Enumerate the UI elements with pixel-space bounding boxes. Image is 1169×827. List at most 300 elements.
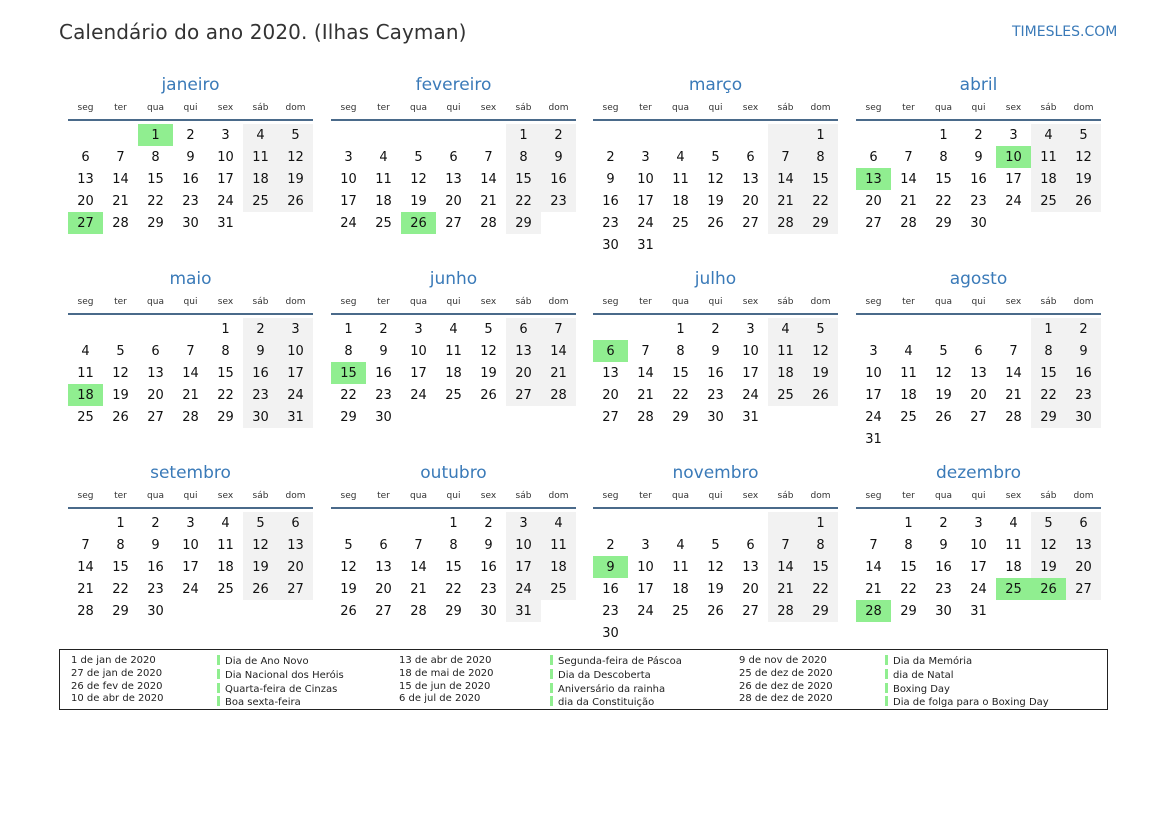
weekday-label: sáb [515,103,532,113]
weekday-label: sex [480,297,497,307]
day-cell: 21 [865,581,882,597]
weekday-label: qua [935,103,952,113]
day-cell: 25 [541,578,576,600]
holiday-marker [217,683,220,693]
weekday-label: ter [114,297,127,307]
empty-day-cell [698,512,733,534]
day-cell: 23 [970,193,987,209]
day-cell: 27 [742,215,759,231]
month-name: fevereiro [415,75,492,95]
day-cell: 26 [803,384,838,406]
day-cell: 12 [243,534,278,556]
empty-day-cell [471,124,506,146]
weekday-label: ter [902,297,915,307]
day-grid [68,318,313,428]
day-cell: 9 [606,171,615,187]
empty-day-cell [856,124,891,146]
day-cell: 30 [602,237,619,253]
legend-holiday-name: Dia da Memória [893,656,973,667]
month-outubro [331,460,576,622]
empty-day-cell [436,124,471,146]
day-cell: 15 [506,168,541,190]
day-cell: 17 [637,581,654,597]
header-rule [593,507,838,509]
header-rule [331,313,576,315]
day-cell: 29 [935,215,952,231]
day-cell: 20 [602,387,619,403]
day-cell: 27 [865,215,882,231]
holiday-day-cell: 1 [138,124,173,146]
day-cell: 15 [112,559,129,575]
weekday-label: ter [902,103,915,113]
weekday-label: ter [114,491,127,501]
day-cell: 24 [340,215,357,231]
day-cell: 27 [375,603,392,619]
holiday-day-cell: 28 [856,600,891,622]
day-cell: 3 [641,149,650,165]
legend-date: 15 de jun de 2020 [399,680,491,692]
weekday-label: sáb [252,491,269,501]
day-cell: 27 [1066,578,1101,600]
weekday-label: seg [602,103,619,113]
legend-names-col-1 [217,655,344,710]
day-cell: 27 [147,409,164,425]
day-cell: 6 [506,318,541,340]
day-cell: 31 [970,603,987,619]
day-cell: 13 [742,171,759,187]
day-cell: 20 [506,362,541,384]
holiday-day-cell: 25 [996,578,1031,600]
month-name: dezembro [936,463,1021,483]
weekday-label: sáb [252,297,269,307]
legend-entry [217,696,344,710]
empty-day-cell [103,124,138,146]
day-cell: 15 [1031,362,1066,384]
day-cell: 25 [672,603,689,619]
day-cell: 16 [970,171,987,187]
day-cell: 7 [186,343,195,359]
empty-day-cell [68,512,103,534]
day-cell: 3 [641,537,650,553]
day-cell: 10 [637,559,654,575]
day-cell: 12 [112,365,129,381]
day-cell: 30 [970,215,987,231]
day-cell: 20 [742,193,759,209]
legend-holiday-name: Dia de Ano Novo [225,656,309,667]
day-cell: 23 [375,387,392,403]
day-cell: 7 [768,534,803,556]
weekday-label: ter [377,297,390,307]
day-cell: 13 [970,365,987,381]
weekday-label: qui [446,297,461,307]
day-cell: 1 [904,515,913,531]
day-cell: 15 [217,365,234,381]
day-cell: 6 [278,512,313,534]
day-cell: 4 [676,537,685,553]
empty-day-cell [68,124,103,146]
day-cell: 6 [151,343,160,359]
legend-date: 26 de dez de 2020 [739,680,833,692]
day-grid [856,124,1101,234]
day-cell: 7 [116,149,125,165]
day-cell: 31 [637,237,654,253]
weekday-label: seg [340,491,357,501]
weekday-label: seg [77,103,94,113]
day-cell: 21 [77,581,94,597]
day-cell: 5 [344,537,353,553]
legend-date: 13 de abr de 2020 [399,655,492,666]
day-cell: 12 [278,146,313,168]
day-cell: 22 [803,578,838,600]
day-cell: 10 [865,365,882,381]
day-cell: 17 [278,362,313,384]
empty-day-cell [996,318,1031,340]
legend-dates-col-1 [71,655,163,706]
month-agosto [856,266,1101,450]
day-cell: 30 [243,406,278,428]
weekday-label: dom [285,103,306,113]
weekday-label: seg [602,491,619,501]
day-cell: 17 [865,387,882,403]
day-cell: 24 [637,215,654,231]
day-cell: 20 [147,387,164,403]
day-grid [593,124,838,256]
legend-entry [550,655,682,669]
month-name: maio [169,269,212,289]
day-cell: 25 [243,190,278,212]
day-cell: 25 [375,215,392,231]
legend-holiday-name: Segunda-feira de Páscoa [558,656,682,667]
day-cell: 2 [151,515,160,531]
day-cell: 26 [935,409,952,425]
legend-names-col-3 [885,655,1049,710]
day-cell: 22 [506,190,541,212]
day-cell: 29 [340,409,357,425]
holiday-day-cell: 27 [68,212,103,234]
day-cell: 24 [410,387,427,403]
holiday-legend [59,649,1108,710]
holiday-marker [550,669,553,679]
day-cell: 21 [541,362,576,384]
day-cell: 24 [217,193,234,209]
empty-day-cell [961,318,996,340]
day-cell: 13 [147,365,164,381]
weekday-label: ter [639,297,652,307]
day-cell: 20 [865,193,882,209]
legend-holiday-name: Boa sexta-feira [225,697,301,709]
day-cell: 22 [340,387,357,403]
day-grid [68,124,313,234]
day-cell: 28 [77,603,94,619]
weekday-label: qua [410,491,427,501]
site-link[interactable]: TIMESLES.COM [1012,24,1118,40]
day-cell: 28 [768,600,803,622]
day-cell: 24 [1005,193,1022,209]
month-name: abril [959,75,998,95]
day-cell: 29 [672,409,689,425]
day-cell: 25 [768,384,803,406]
weekday-label: qui [708,103,723,113]
month-name: novembro [672,463,759,483]
empty-day-cell [138,318,173,340]
weekday-label: seg [77,297,94,307]
day-cell: 16 [602,581,619,597]
weekday-label: qui [183,297,198,307]
day-cell: 1 [1031,318,1066,340]
legend-entry [885,696,1049,710]
day-cell: 16 [541,168,576,190]
day-cell: 26 [278,190,313,212]
legend-entry [217,655,344,669]
day-cell: 12 [935,365,952,381]
weekday-label: sex [217,491,234,501]
day-cell: 21 [410,581,427,597]
header-rule [68,119,313,121]
empty-day-cell [103,318,138,340]
header-rule [856,119,1101,121]
day-cell: 20 [1066,556,1101,578]
day-cell: 30 [707,409,724,425]
day-cell: 5 [116,343,125,359]
weekday-label: dom [285,491,306,501]
weekday-label: qui [971,103,986,113]
day-cell: 11 [900,365,917,381]
day-cell: 6 [974,343,983,359]
weekday-label: qua [410,297,427,307]
day-cell: 11 [672,171,689,187]
legend-names-col-2 [550,655,682,710]
day-cell: 19 [707,581,724,597]
day-cell: 14 [637,365,654,381]
weekday-label: seg [865,297,882,307]
day-cell: 6 [81,149,90,165]
weekday-label: dom [810,491,831,501]
legend-holiday-name: Dia Nacional dos Heróis [225,669,344,681]
weekday-label: dom [810,103,831,113]
weekday-label: sáb [1040,297,1057,307]
day-cell: 28 [637,409,654,425]
day-cell: 26 [340,603,357,619]
weekday-label: sex [217,103,234,113]
header-rule [68,507,313,509]
day-cell: 1 [803,124,838,146]
day-cell: 23 [602,215,619,231]
empty-day-cell [856,512,891,534]
day-cell: 9 [541,146,576,168]
weekday-label: sex [1005,297,1022,307]
day-cell: 17 [970,559,987,575]
day-cell: 22 [1031,384,1066,406]
day-cell: 8 [1031,340,1066,362]
day-cell: 8 [506,146,541,168]
weekday-label: seg [340,103,357,113]
day-cell: 11 [77,365,94,381]
day-cell: 5 [711,537,720,553]
day-cell: 30 [935,603,952,619]
day-cell: 5 [939,343,948,359]
month-novembro [593,460,838,644]
empty-day-cell [593,318,628,340]
day-cell: 10 [637,171,654,187]
holiday-marker [885,669,888,679]
day-cell: 14 [865,559,882,575]
day-cell: 4 [379,149,388,165]
empty-day-cell [768,512,803,534]
day-cell: 12 [1066,146,1101,168]
day-cell: 18 [445,365,462,381]
empty-day-cell [698,124,733,146]
day-cell: 17 [340,193,357,209]
day-cell: 9 [939,537,948,553]
holiday-day-cell: 26 [401,212,436,234]
day-cell: 14 [1005,365,1022,381]
day-cell: 5 [803,318,838,340]
weekday-label: qua [935,297,952,307]
day-cell: 8 [803,146,838,168]
day-cell: 4 [676,149,685,165]
weekday-label: seg [865,491,882,501]
day-cell: 23 [1066,384,1101,406]
day-cell: 3 [344,149,353,165]
day-cell: 8 [151,149,160,165]
day-cell: 14 [182,365,199,381]
legend-entry [885,669,1049,683]
day-cell: 23 [182,193,199,209]
legend-dates-col-3 [739,655,833,706]
weekday-label: seg [602,297,619,307]
day-cell: 5 [1066,124,1101,146]
month-abril [856,72,1101,234]
day-cell: 31 [742,409,759,425]
day-grid [856,318,1101,450]
day-cell: 23 [602,603,619,619]
day-cell: 13 [375,559,392,575]
day-cell: 28 [112,215,129,231]
holiday-marker [217,655,220,665]
holiday-marker [550,683,553,693]
day-cell: 17 [182,559,199,575]
day-cell: 23 [707,387,724,403]
day-cell: 29 [147,215,164,231]
day-cell: 19 [480,365,497,381]
day-cell: 7 [641,343,650,359]
holiday-day-cell: 10 [996,146,1031,168]
day-cell: 25 [77,409,94,425]
weekday-label: sex [480,103,497,113]
legend-date: 1 de jan de 2020 [71,655,156,666]
day-cell: 21 [480,193,497,209]
header-rule [593,313,838,315]
day-cell: 14 [541,340,576,362]
day-cell: 16 [602,193,619,209]
day-cell: 16 [182,171,199,187]
weekday-label: dom [1073,491,1094,501]
day-cell: 5 [484,321,493,337]
weekday-label: seg [340,297,357,307]
day-cell: 12 [707,171,724,187]
day-cell: 11 [217,537,234,553]
weekday-label: sex [742,297,759,307]
day-cell: 19 [935,387,952,403]
day-cell: 14 [900,171,917,187]
weekday-label: ter [902,491,915,501]
empty-day-cell [856,318,891,340]
header-rule [331,119,576,121]
weekday-label: dom [1073,297,1094,307]
day-cell: 3 [974,515,983,531]
day-cell: 18 [541,556,576,578]
day-cell: 13 [278,534,313,556]
weekday-header [331,486,576,506]
month-name: março [688,75,743,95]
day-cell: 28 [768,212,803,234]
day-cell: 24 [970,581,987,597]
day-cell: 21 [768,190,803,212]
empty-day-cell [331,512,366,534]
weekday-label: sáb [777,491,794,501]
day-cell: 11 [1031,146,1066,168]
holiday-day-cell: 26 [1031,578,1066,600]
empty-day-cell [331,124,366,146]
day-cell: 23 [147,581,164,597]
day-cell: 4 [221,515,230,531]
day-cell: 18 [1031,168,1066,190]
weekday-label: qua [672,491,689,501]
day-cell: 7 [484,149,493,165]
day-cell: 18 [900,387,917,403]
day-cell: 21 [637,387,654,403]
weekday-label: dom [285,297,306,307]
day-cell: 22 [217,387,234,403]
day-cell: 12 [803,340,838,362]
day-cell: 27 [445,215,462,231]
day-cell: 11 [445,343,462,359]
weekday-label: dom [548,103,569,113]
day-cell: 2 [939,515,948,531]
weekday-header [856,486,1101,506]
day-cell: 10 [182,537,199,553]
weekday-label: ter [114,103,127,113]
month-janeiro [68,72,313,234]
legend-holiday-name: dia da Constituição [558,697,655,709]
day-cell: 13 [602,365,619,381]
legend-date: 9 de nov de 2020 [739,655,827,666]
day-cell: 19 [803,362,838,384]
day-grid [331,318,576,428]
day-cell: 20 [742,581,759,597]
day-cell: 14 [768,168,803,190]
day-cell: 5 [243,512,278,534]
weekday-label: sáb [1040,491,1057,501]
day-cell: 11 [375,171,392,187]
day-cell: 21 [182,387,199,403]
weekday-label: sáb [252,103,269,113]
day-cell: 7 [1009,343,1018,359]
day-cell: 11 [1005,537,1022,553]
day-cell: 2 [711,321,720,337]
weekday-label: sáb [1040,103,1057,113]
day-cell: 28 [1005,409,1022,425]
legend-holiday-name: Boxing Day [893,683,950,695]
page-title: Calendário do ano 2020. (Ilhas Cayman) [59,20,467,44]
legend-entry [550,696,682,710]
day-cell: 24 [865,409,882,425]
weekday-label: dom [548,491,569,501]
day-cell: 2 [186,127,195,143]
empty-day-cell [593,124,628,146]
day-cell: 16 [375,365,392,381]
empty-day-cell [891,318,926,340]
